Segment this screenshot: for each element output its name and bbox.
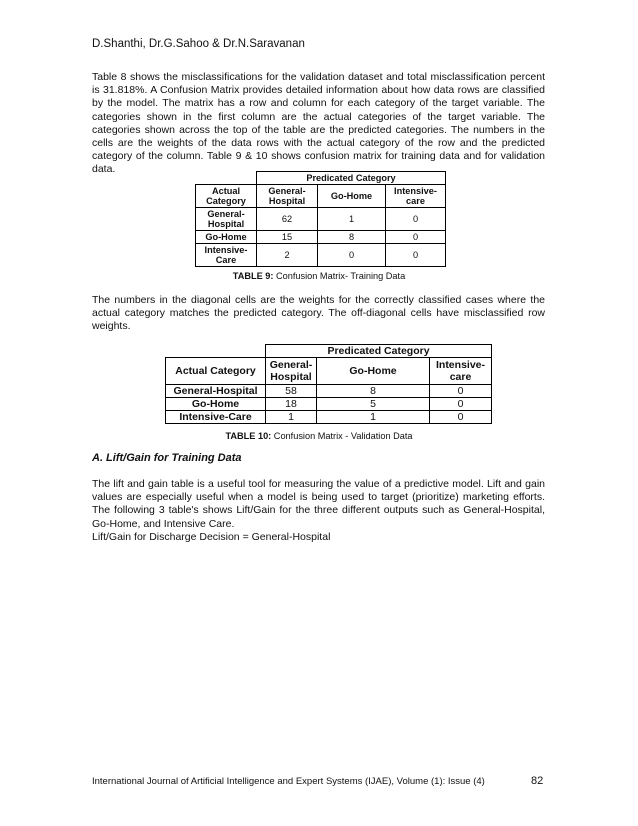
row-header: Intensive-Care [196,244,257,267]
group-header: Predicated Category [257,172,446,185]
lift-gain-line: Lift/Gain for Discharge Decision = General-Hospital [92,531,331,543]
table-cell: 8 [317,385,430,398]
column-header: General-Hospital [257,185,318,208]
table-row [166,385,492,398]
lift-gain-paragraph: The lift and gain table is a useful tool for measuring the value of a predictive model. Lift and gain values are especially useful when a model is being used to target (prioritize) marketing efforts. The following 3 table's shows Lift/Gain for the three different outputs such as General-Hospital, Go-Home, and Intensive Care. [92,478,545,530]
row-header: Go-Home [196,231,257,244]
confusion-matrix-training-table [195,171,446,267]
intro-paragraph: Table 8 shows the misclassifications for the validation dataset and total misclassification percent is 31.818%. A Confusion Matrix provides detailed information about how data rows are classified by the model. The matrix has a row and column for each category of the target variable. The categories shown in the first column are the actual categories of the target variable. The categories shown across the top of the table are the predicted categories. The numbers in the cells are the weights of the data rows with the actual category of the row and the predicted category of the column. Table 9 & 10 shows confusion matrix for training data and for validation data. [92,71,545,176]
table-10-caption: TABLE 10: Confusion Matrix - Validation Data [225,431,413,441]
table-cell: 62 [257,208,318,231]
table-row [166,398,492,411]
page-number: 82 [531,775,544,787]
table-cell: 0 [386,208,446,231]
section-subheading: A. Lift/Gain for Training Data [92,452,242,464]
table-cell: 0 [386,244,446,267]
table-cell: 8 [318,231,386,244]
table-cell: 5 [317,398,430,411]
diagonal-paragraph: The numbers in the diagonal cells are the weights for the correctly classified cases where the actual category matches the predicted category. The off-diagonal cells have misclassified row weights. [92,294,545,333]
corner-header: Actual Category [166,358,266,385]
table-cell: 18 [266,398,317,411]
table-cell: 2 [257,244,318,267]
table-cell: 0 [386,231,446,244]
column-header: General-Hospital [266,358,317,385]
table-9-caption: TABLE 9: Confusion Matrix- Training Data [232,271,406,281]
row-header: Intensive-Care [166,411,266,424]
column-header: Intensive-care [430,358,492,385]
journal-footer: International Journal of Artificial Intelligence and Expert Systems (IJAE), Volume (1): Issue (4) [92,776,485,787]
table-cell: 1 [317,411,430,424]
running-header: D.Shanthi, Dr.G.Sahoo & Dr.N.Saravanan [92,38,305,50]
row-header: General-Hospital [196,208,257,231]
row-header: General-Hospital [166,385,266,398]
group-header: Predicated Category [266,345,492,358]
table-cell: 0 [318,244,386,267]
table-row [196,244,446,267]
row-header: Go-Home [166,398,266,411]
table-cell: 1 [266,411,317,424]
table-row [166,411,492,424]
table-cell: 0 [430,411,492,424]
confusion-matrix-validation-table [165,344,492,424]
corner-header: Actual Category [196,185,257,208]
table-cell: 0 [430,385,492,398]
table-cell: 1 [318,208,386,231]
column-header: Go-Home [317,358,430,385]
table-cell: 15 [257,231,318,244]
table-cell: 0 [430,398,492,411]
column-header: Intensive-care [386,185,446,208]
table-row [196,208,446,231]
table-cell: 58 [266,385,317,398]
table-row [196,231,446,244]
column-header: Go-Home [318,185,386,208]
